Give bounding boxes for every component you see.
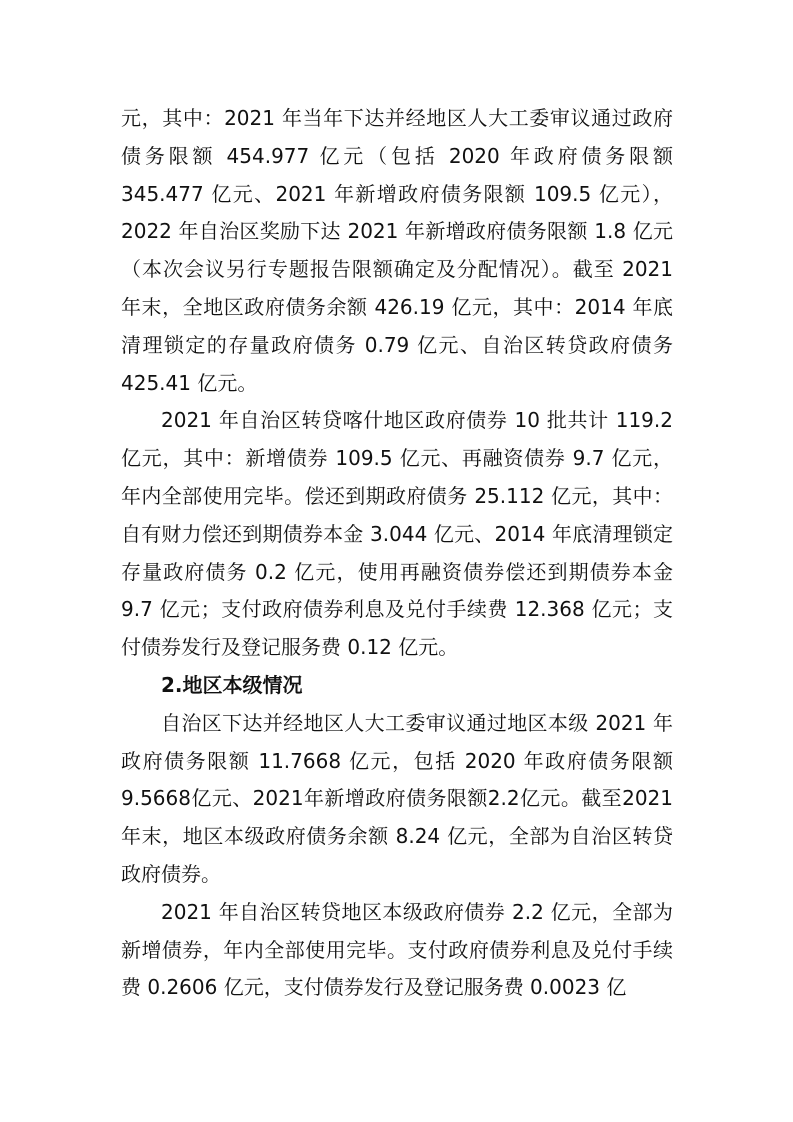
document-body xyxy=(121,100,673,1007)
paragraph-province-debt-limit: 元，其中：2021 年当年下达并经地区人大工委审议通过政府债务限额 454.977 亿元（包括 2020 年政府债务限额 345.477 亿元、2021 年新增政府债务限额 109.5 亿元），2022 年自治区奖励下达 2021 年新增政府债务限额 1.8 亿元（本次会议另行专题报告限额确定及分配情况）。截至 2021 年末，全地区政府债务余额 426.19 亿元，其中：2014 年底清理锁定的存量政府债务 0.79 亿元、自治区转贷政府债务 425.41 亿元。 xyxy=(121,106,673,395)
paragraph-prefecture-debt-limit: 自治区下达并经地区人大工委审议通过地区本级 2021 年政府债务限额 11.7668 亿元，包括 2020 年政府债务限额 9.5668亿元、2021年新增政府债务限额2.2亿元。截至2021年末，地区本级政府债务余额 8.24 亿元，全部为自治区转贷政府债券。 xyxy=(121,710,673,886)
section-heading-prefecture-level: 2.地区本级情况 xyxy=(161,672,303,697)
paragraph-kashgar-bonds-2021: 2021 年自治区转贷喀什地区政府债券 10 批共计 119.2 亿元，其中：新增债券 109.5 亿元、再融资债券 9.7 亿元，年内全部使用完毕。偿还到期政府债务 25.112 亿元，其中：自有财力偿还到期债券本金 3.044 亿元、2014 年底清理锁定存量政府债务 0.2 亿元，使用再融资债券偿还到期债券本金 9.7 亿元；支付政府债券利息及兑付手续费 12.368 亿元；支付债券发行及登记服务费 0.12 亿元。 xyxy=(121,408,673,660)
paragraph-prefecture-bonds-2021: 2021 年自治区转贷地区本级政府债券 2.2 亿元，全部为新增债券，年内全部使用完毕。支付政府债券利息及兑付手续费 0.2606 亿元，支付债券发行及登记服务费 0.0023 亿 xyxy=(121,899,673,1000)
